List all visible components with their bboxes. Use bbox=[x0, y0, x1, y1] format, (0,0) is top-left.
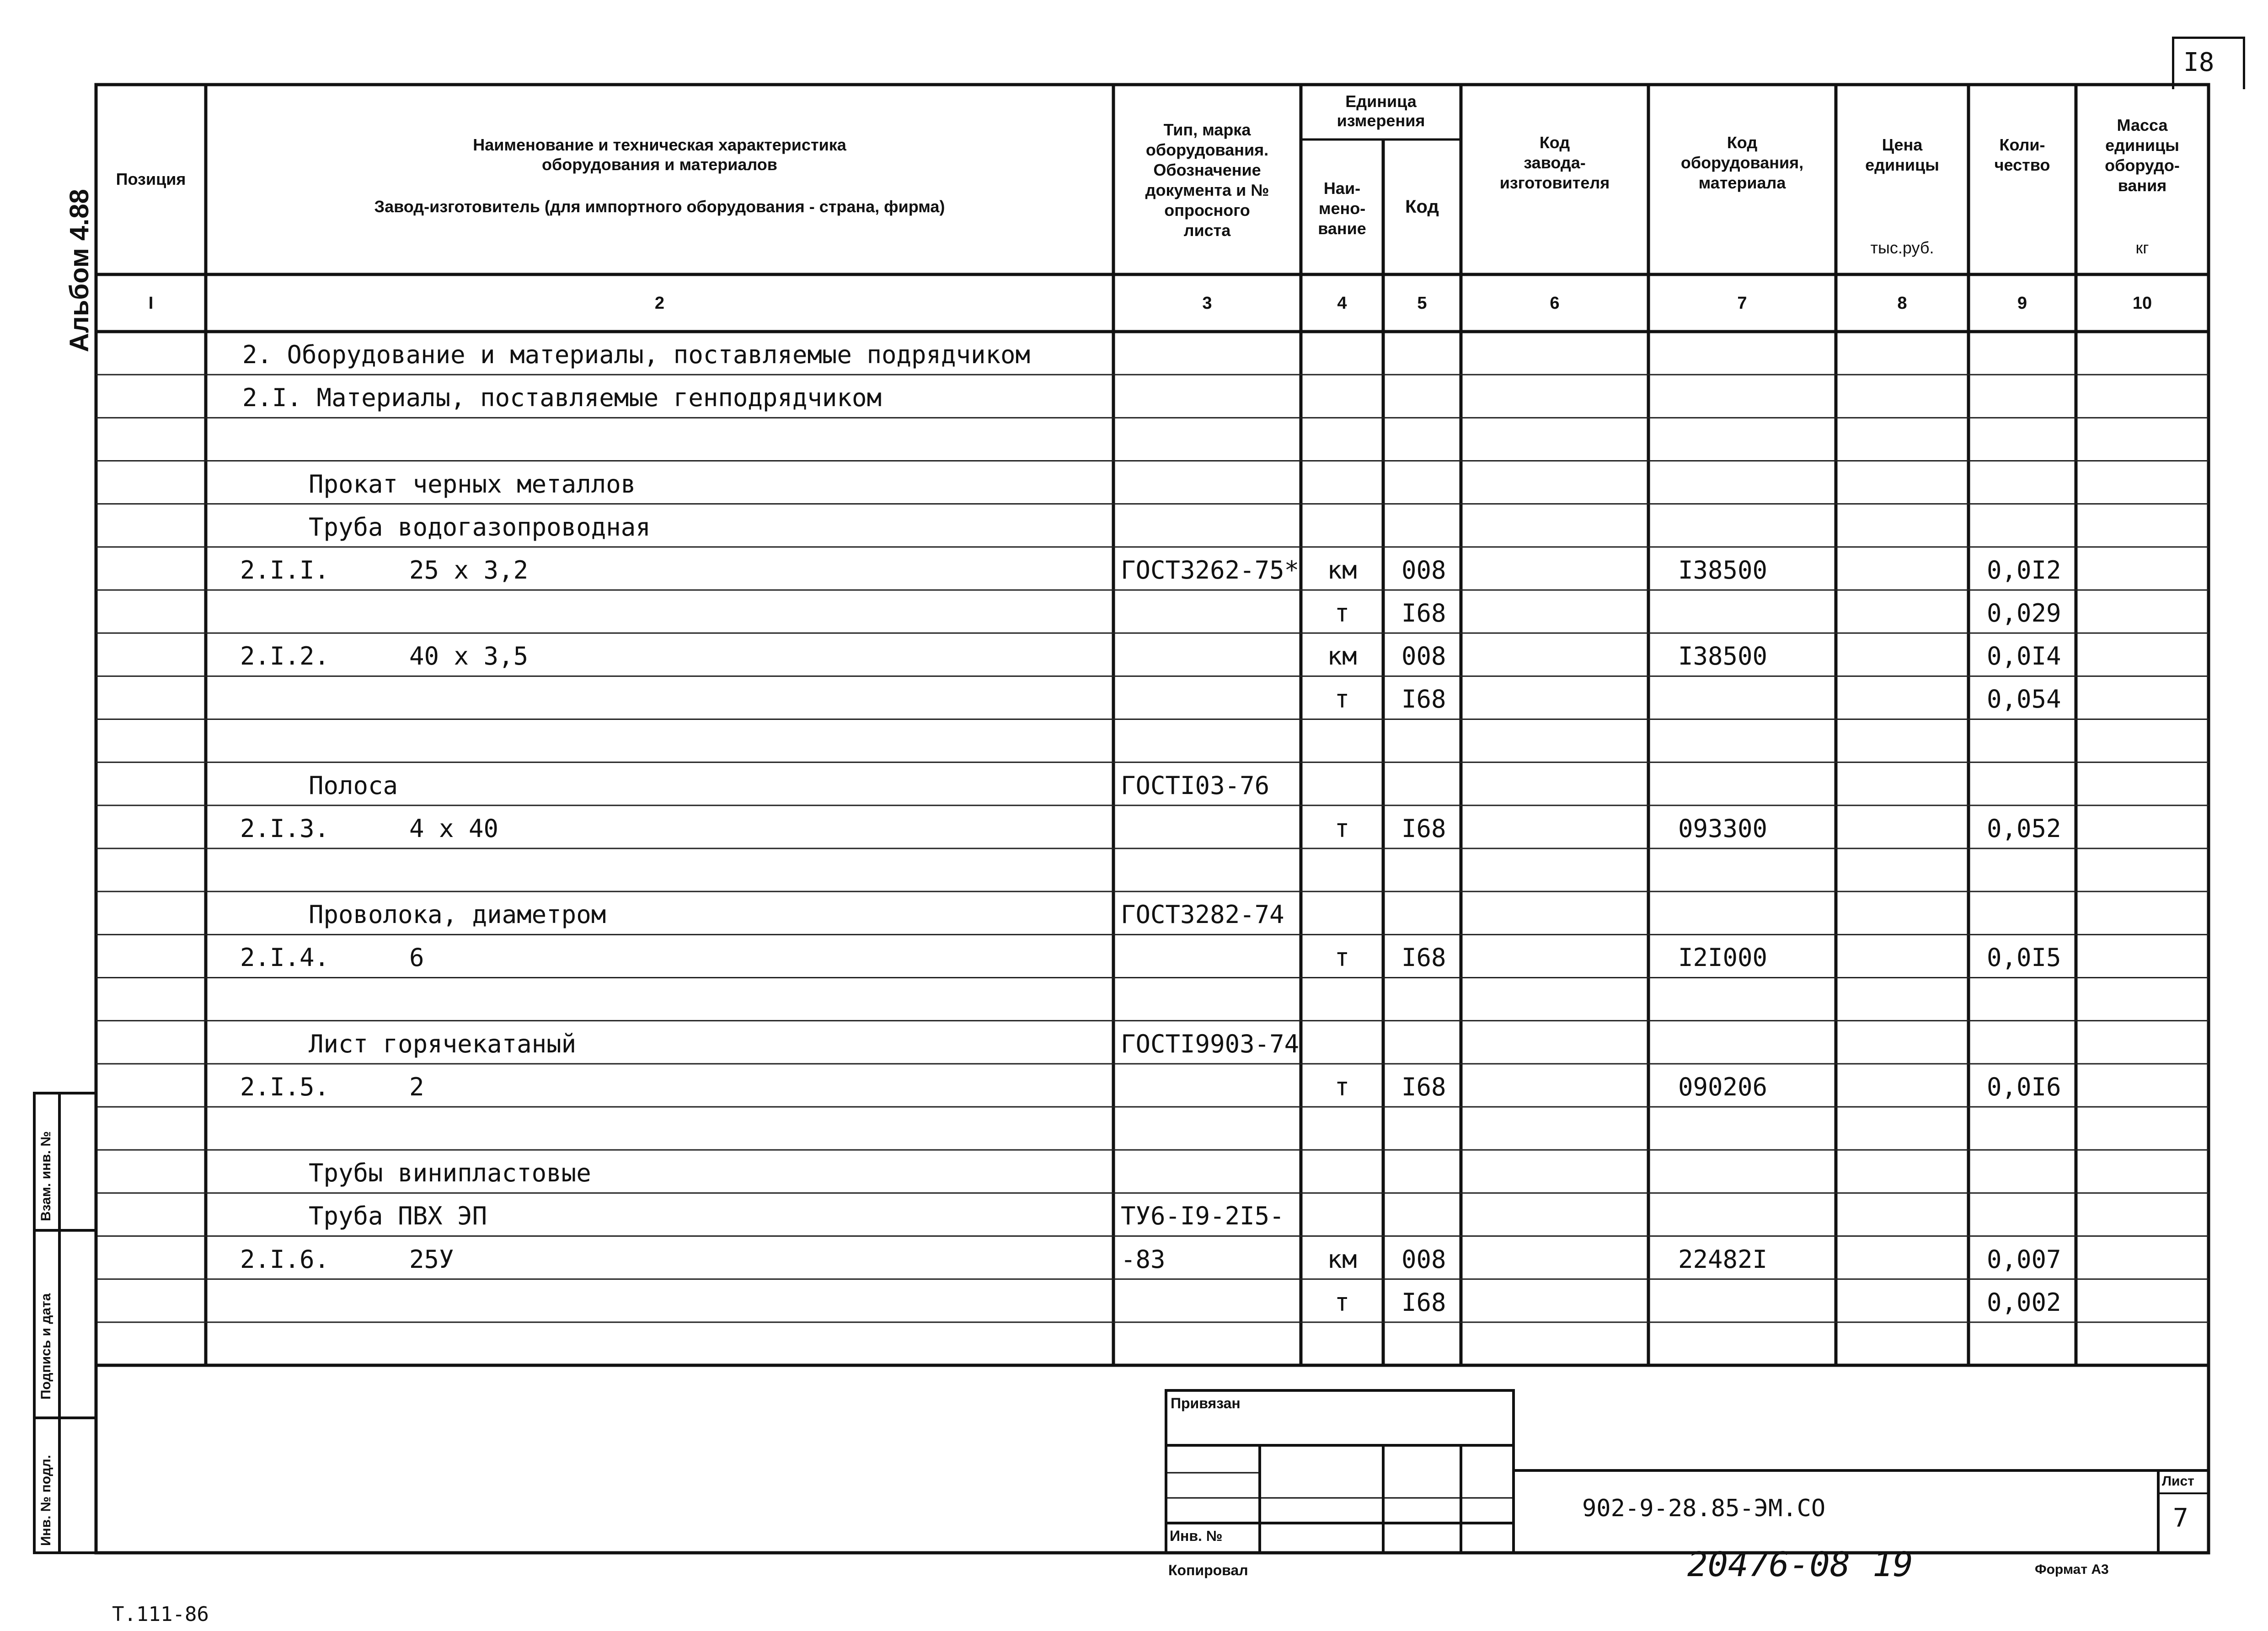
header-price-line1: Цена bbox=[1882, 135, 1923, 154]
type-cell: ТУ6-I9-2I5- bbox=[1121, 1202, 1284, 1231]
table-row bbox=[0, 1322, 2268, 1365]
stamp-vzam-inv: Взам. инв. № bbox=[38, 1131, 53, 1221]
equip-code-cell: 22482I bbox=[1678, 1245, 1768, 1274]
title-privyazan: Привязан bbox=[1171, 1395, 1241, 1411]
quantity-cell: 0,002 bbox=[1987, 1288, 2061, 1317]
header-factory-code-line1: Код bbox=[1539, 133, 1570, 152]
type-cell: ГОСТI9903-74 bbox=[1121, 1029, 1300, 1058]
equip-code-cell: 093300 bbox=[1678, 814, 1768, 843]
header-mass-line1: Масса bbox=[2117, 116, 2168, 134]
header-price-line2: единицы bbox=[1865, 156, 1939, 174]
kopiroval: Копировал bbox=[1168, 1562, 1248, 1578]
table-row bbox=[0, 1193, 2268, 1236]
format-label: Формат А3 bbox=[2035, 1562, 2109, 1577]
name-cell: 25У bbox=[409, 1245, 454, 1274]
name-cell: 2. Оборудование и материалы, поставляемые подрядчиком bbox=[242, 340, 1031, 370]
table-row bbox=[0, 934, 2268, 977]
header-type-line6: листа bbox=[1183, 221, 1231, 240]
table-row bbox=[0, 504, 2268, 547]
position-cell: 2.I.5. bbox=[240, 1072, 330, 1101]
header-equip-code-line3: материала bbox=[1698, 173, 1786, 192]
album-label: Альбом 4.88 bbox=[64, 189, 94, 352]
type-cell: ГОСТI03-76 bbox=[1121, 771, 1270, 800]
position-cell: 2.I.3. bbox=[240, 814, 330, 843]
header-factory-code-line2: завода- bbox=[1524, 153, 1586, 172]
header-qty-line2: чество bbox=[1994, 156, 2050, 174]
type-cell: -83 bbox=[1121, 1245, 1166, 1274]
column-number-1: I bbox=[148, 294, 154, 313]
unit-cell: т bbox=[1334, 943, 1350, 972]
quantity-cell: 0,029 bbox=[1987, 599, 2061, 628]
header-qty-line1: Коли- bbox=[1999, 135, 2045, 154]
table-row bbox=[0, 375, 2268, 418]
code-cell: I68 bbox=[1401, 599, 1446, 628]
code-cell: 008 bbox=[1401, 642, 1446, 671]
code-cell: I68 bbox=[1401, 814, 1446, 843]
header-mass-line3: оборудо- bbox=[2105, 156, 2180, 175]
column-number-10: 10 bbox=[2132, 294, 2152, 313]
equip-code-cell: I38500 bbox=[1678, 555, 1768, 585]
corner-sheet-number: I8 bbox=[2183, 48, 2215, 77]
name-cell: 40 x 3,5 bbox=[409, 642, 529, 671]
header-mass-unit: кг bbox=[2135, 238, 2149, 257]
name-cell: 2.I. Материалы, поставляемые генподрядчиком bbox=[242, 383, 882, 413]
equip-code-cell: 090206 bbox=[1678, 1072, 1768, 1101]
table-row bbox=[0, 1279, 2268, 1322]
unit-cell: км bbox=[1327, 642, 1357, 671]
code-cell: 008 bbox=[1401, 555, 1446, 585]
table-row bbox=[0, 891, 2268, 934]
table-row bbox=[0, 461, 2268, 504]
type-cell: ГОСТ3282-74 bbox=[1121, 900, 1284, 929]
table-row bbox=[0, 676, 2268, 719]
name-cell: Труба ПВХ ЭП bbox=[309, 1202, 487, 1231]
name-cell: 6 bbox=[409, 943, 424, 972]
table-row bbox=[0, 1236, 2268, 1279]
stamp-podpis-data: Подпись и дата bbox=[38, 1293, 53, 1400]
header-type-line1: Тип, марка bbox=[1163, 120, 1251, 139]
header-type-line2: оборудования. bbox=[1145, 140, 1269, 159]
header-price-unit: тыс.руб. bbox=[1870, 238, 1934, 257]
header-position: Позиция bbox=[116, 170, 186, 188]
column-number-8: 8 bbox=[1897, 294, 1907, 313]
name-cell: 2 bbox=[409, 1072, 424, 1101]
quantity-cell: 0,0I5 bbox=[1987, 943, 2061, 972]
header-unit-code: Код bbox=[1405, 197, 1439, 217]
name-cell: Лист горячекатаный bbox=[309, 1029, 577, 1058]
code-cell: I68 bbox=[1401, 685, 1446, 714]
table-row bbox=[0, 590, 2268, 633]
header-mass-line4: вания bbox=[2118, 176, 2167, 195]
sheet-label: Лист bbox=[2162, 1474, 2194, 1489]
position-cell: 2.I.4. bbox=[240, 943, 330, 972]
name-cell: 4 x 40 bbox=[409, 814, 499, 843]
header-unit-group-line2: измерения bbox=[1337, 111, 1425, 130]
table-row bbox=[0, 1150, 2268, 1193]
unit-cell: т bbox=[1334, 814, 1350, 843]
code-cell: I68 bbox=[1401, 1072, 1446, 1101]
header-name-line2: оборудования и материалов bbox=[542, 155, 777, 174]
column-number-2: 2 bbox=[654, 294, 665, 313]
equip-code-cell: I2I000 bbox=[1678, 943, 1768, 972]
unit-cell: т bbox=[1334, 685, 1350, 714]
quantity-cell: 0,0I2 bbox=[1987, 555, 2061, 585]
table-row bbox=[0, 1021, 2268, 1064]
header-type-line3: Обозначение bbox=[1153, 161, 1261, 179]
header-equip-code-line1: Код bbox=[1727, 133, 1758, 152]
code-cell: I68 bbox=[1401, 943, 1446, 972]
header-equip-code-line2: оборудования, bbox=[1680, 153, 1804, 172]
code-cell: 008 bbox=[1401, 1245, 1446, 1274]
table-row bbox=[0, 978, 2268, 1021]
table-row bbox=[0, 1107, 2268, 1150]
unit-cell: км bbox=[1327, 1245, 1357, 1274]
unit-cell: т bbox=[1334, 599, 1350, 628]
table-row bbox=[0, 1064, 2268, 1107]
quantity-cell: 0,0I6 bbox=[1987, 1072, 2061, 1101]
unit-cell: т bbox=[1334, 1288, 1350, 1317]
header-type-line4: документа и № bbox=[1145, 181, 1269, 199]
column-number-3: 3 bbox=[1202, 294, 1212, 313]
header-unit-name-line1: Наи- bbox=[1323, 179, 1361, 198]
name-cell: Прокат черных металлов bbox=[309, 469, 636, 499]
header-unit-group-line1: Единица bbox=[1345, 92, 1417, 111]
table-row bbox=[0, 848, 2268, 891]
handwritten-page: 19 bbox=[1872, 1545, 1914, 1584]
name-cell: Проволока, диаметром bbox=[309, 900, 606, 929]
header-name-line1: Наименование и техническая характеристика bbox=[473, 135, 846, 154]
quantity-cell: 0,007 bbox=[1987, 1245, 2061, 1274]
header-unit-name-line3: вание bbox=[1318, 219, 1366, 238]
type-cell: ГОСТ3262-75* bbox=[1121, 555, 1300, 585]
name-cell: 25 x 3,2 bbox=[409, 555, 529, 585]
header-unit-name-line2: мено- bbox=[1318, 199, 1366, 218]
header-type-line5: опросного bbox=[1164, 201, 1250, 220]
handwritten-number: 20476-08 bbox=[1687, 1545, 1851, 1584]
table-row bbox=[0, 762, 2268, 805]
name-cell: Трубы винипластовые bbox=[309, 1159, 591, 1188]
header-factory-code-line3: изготовителя bbox=[1499, 173, 1610, 192]
title-inv-no: Инв. № bbox=[1170, 1528, 1223, 1544]
unit-cell: км bbox=[1327, 555, 1357, 585]
stamp-inv-podl: Инв. № подл. bbox=[38, 1454, 53, 1546]
document-code: 902-9-28.85-ЭМ.СО bbox=[1582, 1495, 1826, 1522]
position-cell: 2.I.2. bbox=[240, 642, 330, 671]
name-cell: Полоса bbox=[309, 771, 398, 800]
column-number-5: 5 bbox=[1417, 294, 1427, 313]
name-cell: Труба водогазопроводная bbox=[309, 512, 651, 542]
quantity-cell: 0,0I4 bbox=[1987, 642, 2061, 671]
table-row bbox=[0, 547, 2268, 590]
quantity-cell: 0,052 bbox=[1987, 814, 2061, 843]
column-number-7: 7 bbox=[1737, 294, 1747, 313]
table-row bbox=[0, 633, 2268, 676]
table-row bbox=[0, 418, 2268, 461]
position-cell: 2.I.I. bbox=[240, 555, 330, 585]
table-row bbox=[0, 332, 2268, 375]
unit-cell: т bbox=[1334, 1072, 1350, 1101]
quantity-cell: 0,054 bbox=[1987, 685, 2061, 714]
header-name-line3: Завод-изготовитель (для импортного оборудования - страна, фирма) bbox=[374, 197, 945, 216]
table-row bbox=[0, 805, 2268, 848]
column-number-9: 9 bbox=[2017, 294, 2027, 313]
code-cell: I68 bbox=[1401, 1288, 1446, 1317]
column-number-6: 6 bbox=[1550, 294, 1560, 313]
footer-code: Т.111-86 bbox=[112, 1603, 209, 1626]
position-cell: 2.I.6. bbox=[240, 1245, 330, 1274]
header-mass-line2: единицы bbox=[2105, 136, 2179, 155]
column-number-4: 4 bbox=[1337, 294, 1347, 313]
table-row bbox=[0, 719, 2268, 762]
sheet-number: 7 bbox=[2173, 1503, 2188, 1533]
equip-code-cell: I38500 bbox=[1678, 642, 1768, 671]
